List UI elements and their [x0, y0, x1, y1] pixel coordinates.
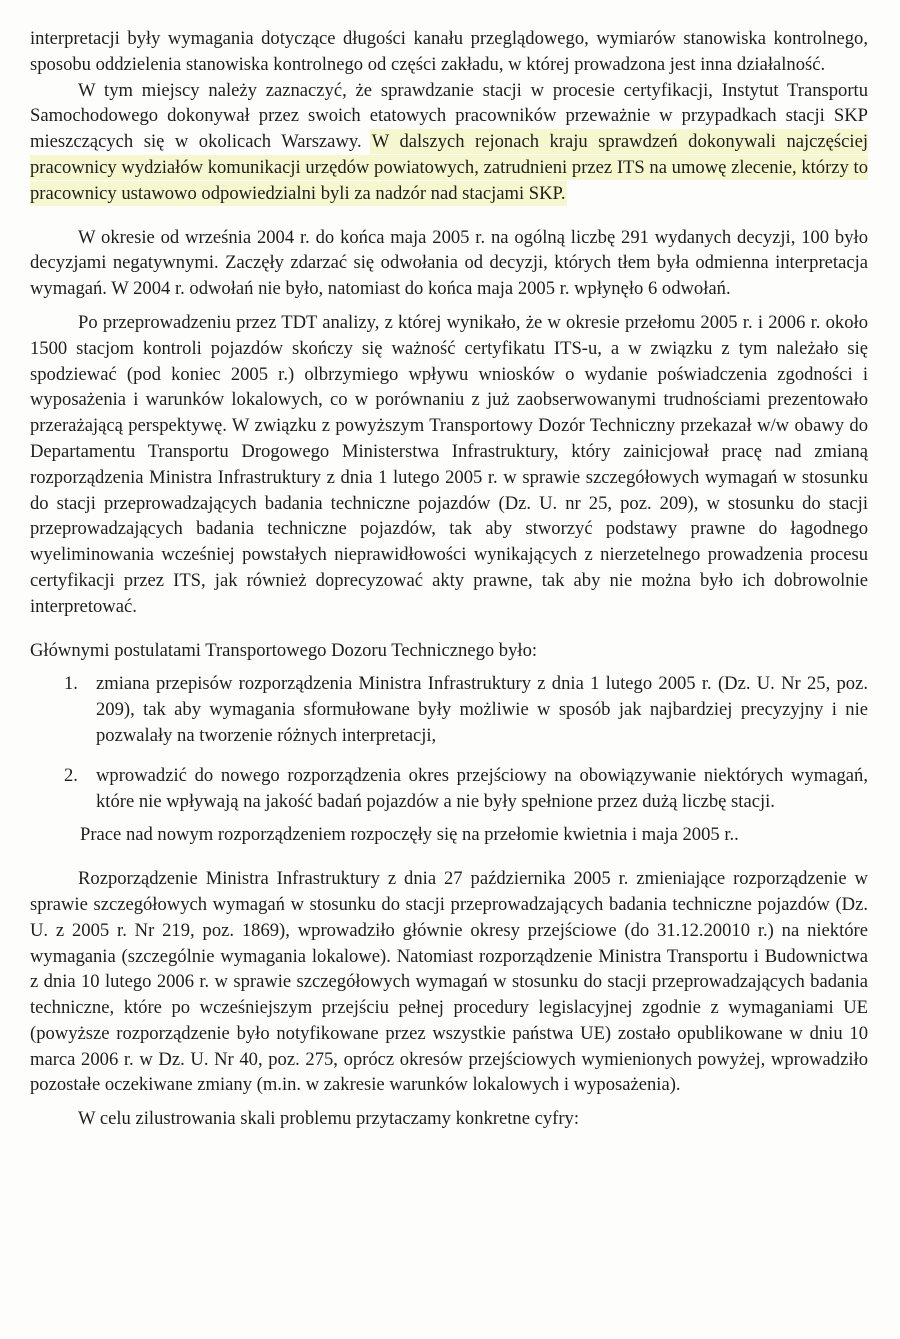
list-item — [30, 763, 868, 815]
postulates-list — [30, 671, 868, 814]
paragraph-work-start: Prace nad nowym rozporządzeniem rozpoczęły się na przełomie kwietnia i maja 2005 r.. — [80, 824, 739, 846]
paragraph-interpretation-continuation: interpretacji były wymagania dotyczące długości kanału przeglądowego, wymiarów stanowiska kontrolnego, sposobu oddzielenia stanowiska kontrolnego od części zakładu, w której prowadzona jest inna działalność. — [30, 28, 868, 75]
paragraph-illustration-intro: W celu zilustrowania skali problemu przytaczamy konkretne cyfry: — [78, 1108, 579, 1130]
paragraph-decisions-statistics: W okresie od września 2004 r. do końca maja 2005 r. na ogólną liczbę 291 wydanych decyzji, 100 było decyzjami negatywnymi. Zaczęły zdarzać się odwołania od decyzji, których tłem była odmienna interpretacja wymagań. W 2004 r. odwołań nie było, natomiast do końca maja 2005 r. wpłynęło 6 odwołań. — [30, 226, 868, 300]
paragraph-its-certification-text: W tym miejscy należy zaznaczyć, że sprawdzanie stacji w procesie certyfikacji, Instytut Transportu Samochodowego dokonywał przez swoich etatowych pracowników przeważnie w przypadkach stacji SKP mieszczących się w okolicach Warszawy. — [30, 79, 868, 153]
list-item-text: wprowadzić do nowego rozporządzenia okres przejściowy na obowiązywanie niektórych wymagań, które nie wpływają na jakość badań pojazdów a nie były spełnione przez dużą liczbę stacji. — [96, 764, 868, 812]
paragraph-tdt-analysis: Po przeprowadzeniu przez TDT analizy, z której wynikało, że w okresie przełomu 2005 r. i 2006 r. około 1500 stacjom kontroli pojazdów skończy się ważność certyfikatu ITS-u, a w związku z tym należało się spodziewać (pod koniec 2005 r.) olbrzymiego wpływu wniosków o wydanie poświadczenia zgodności i wyposażenia i warunków lokalowych, co w porównaniu z już zaobserwowanymi trudnościami prezentowało przerażającą perspektywę. W związku z powyższym Transportowy Dozór Techniczny przekazał w/w obawy do Departamentu Transportu Drogowego Ministerstwa Infrastruktury, który zainicjował pracę nad zmianą rozporządzenia Ministra Infrastruktury z dnia 1 lutego 2005 r. w sprawie szczegółowych wymagań w stosunku do stacji przeprowadzających badania techniczne pojazdów (Dz. U. nr 25, poz. 209), w stosunku do stacji przeprowadzających badania techniczne pojazdów, tak aby stworzyć podstawy prawne do łagodnego wyeliminowania wcześniej powstałych nieprawidłowości wynikających z nierzetelnego prowadzenia procesu certyfikacji przez ITS, jak również doprecyzować akty prawne, tak aby nie można było ich dobrowolnie interpretować. — [30, 311, 868, 617]
paragraph-regulation-changes: Rozporządzenie Ministra Infrastruktury z dnia 27 października 2005 r. zmieniające rozporządzenie w sprawie szczegółowych wymagań w stosunku do stacji przeprowadzających badania techniczne pojazdów (Dz. U. z 2005 r. Nr 219, poz. 1869), wprowadziło głównie okresy przejściowe (do 31.12.20010 r.) na niektóre wymagania (szczególnie wymagania lokalowe). Natomiast rozporządzenie Ministra Transportu i Budownictwa z dnia 10 lutego 2006 r. w sprawie szczegółowych wymagań w stosunku do stacji przeprowadzających badania techniczne, które po wcześniejszym przejściu pełnej procedury legislacyjnej zgodnie z wymaganiami UE (powyższe rozporządzenie było notyfikowane przez wszystkie państwa UE) zostało opublikowane w dniu 10 marca 2006 r. w Dz. U. Nr 40, poz. 275, oprócz okresów przejściowych wymienionych powyżej, wprowadziło pozostałe oczekiwane zmiany (m.in. w zakresie warunków lokalowych i wyposażenia). — [30, 868, 868, 1096]
list-item-text: zmiana przepisów rozporządzenia Ministra Infrastruktury z dnia 1 lutego 2005 r. (Dz. U. Nr 25, poz. 209), tak aby wymagania sformułowane były możliwie w sposób jak najbardziej precyzyjny i nie pozwalały na tworzenie różnych interpretacji, — [96, 673, 868, 746]
postulates-heading: Głównymi postulatami Transportowego Dozoru Technicznego było: — [30, 639, 538, 661]
list-item-number: 1. — [64, 673, 78, 695]
paragraph-its-certification — [30, 78, 868, 207]
list-item — [30, 671, 868, 748]
list-item-number: 2. — [64, 764, 78, 786]
highlighted-passage: W dalszych rejonach kraju sprawdzeń dokonywali najczęściej pracownicy wydziałów komunikacji urzędów powiatowych, zatrudnieni przez ITS na umowę zlecenie, którzy to pracownicy ustawowo odpowiedzialni byli za nadzór nad stacjami SKP. — [30, 131, 868, 204]
